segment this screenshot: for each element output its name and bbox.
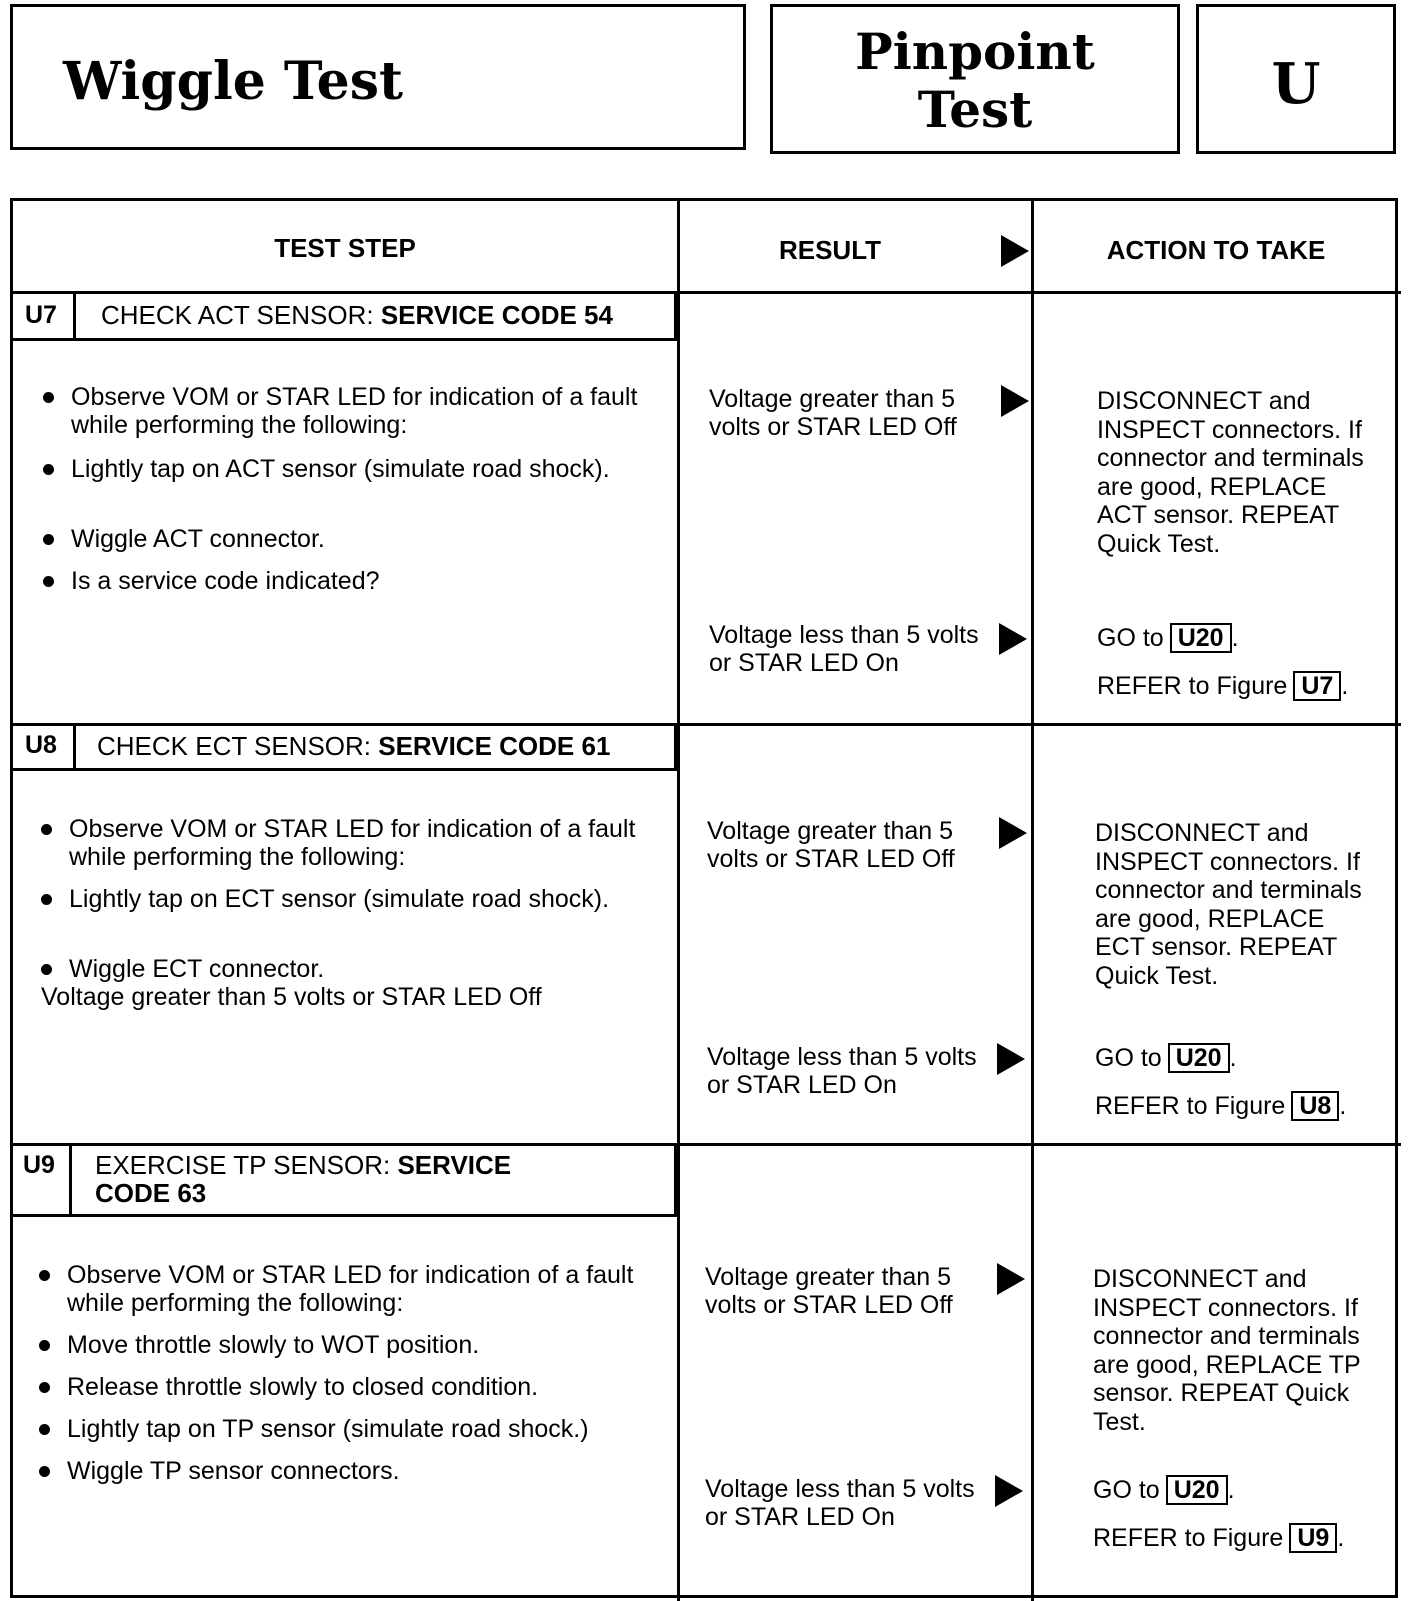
column-header-result: RESULT: [778, 235, 882, 265]
step-bullet: Lightly tap on ACT sensor (simulate road shock).: [41, 455, 641, 483]
header-title-box: [10, 4, 746, 150]
goto-step-ref[interactable]: U20: [1170, 623, 1232, 653]
step-bullet: Observe VOM or STAR LED for indication of a fault while performing the following:: [37, 1261, 637, 1317]
test-table: [10, 198, 1398, 1598]
step-title: [95, 1151, 575, 1207]
result-text: Voltage less than 5 volts or STAR LED On: [705, 1475, 975, 1531]
goto-step-ref[interactable]: U20: [1168, 1043, 1230, 1073]
test-type-line-2: Test: [917, 80, 1033, 139]
refer-instruction: REFER to Figure U9 .: [1093, 1524, 1345, 1552]
step-title-code: SERVICE CODE 54: [380, 300, 613, 330]
goto-step-ref[interactable]: U20: [1166, 1475, 1228, 1505]
refer-label: REFER to Figure: [1095, 1092, 1286, 1120]
header-section-box: [1196, 4, 1396, 154]
figure-ref[interactable]: U8: [1291, 1091, 1339, 1121]
step-title: [97, 732, 610, 760]
goto-label: GO to: [1093, 1476, 1160, 1504]
action-text: DISCONNECT and INSPECT connectors. If connector and terminals are good, REPLACE ECT sensor. REPEAT Quick Test.: [1095, 819, 1362, 990]
column-divider-1: [677, 201, 680, 1601]
action-text: DISCONNECT and INSPECT connectors. If connector and terminals are good, REPLACE ACT sensor. REPEAT Quick Test.: [1097, 387, 1364, 558]
step-id: U9: [23, 1151, 55, 1179]
test-type-title: [773, 23, 1177, 139]
result-text: Voltage less than 5 volts or STAR LED On: [709, 621, 979, 677]
result-text: Voltage greater than 5 volts or STAR LED Off: [709, 385, 957, 441]
result-text: Voltage greater than 5 volts or STAR LED Off: [705, 1263, 953, 1319]
arrow-icon: [997, 1043, 1025, 1075]
step-title-plain: CHECK ECT SENSOR:: [97, 731, 379, 761]
step-bullet: Observe VOM or STAR LED for indication of a fault while performing the following:: [41, 383, 641, 439]
refer-instruction: REFER to Figure U7 .: [1097, 672, 1349, 700]
step-id-divider: [73, 291, 76, 339]
step-bullet: Lightly tap on TP sensor (simulate road shock.): [37, 1415, 637, 1443]
arrow-icon: [1001, 385, 1029, 417]
goto-instruction: GO to U20 .: [1093, 1476, 1235, 1504]
result-text: Voltage greater than 5 volts or STAR LED Off: [707, 817, 955, 873]
step-title: [101, 301, 613, 329]
arrow-icon: [1001, 235, 1029, 267]
step-id-divider: [69, 1143, 72, 1215]
step-id: U8: [25, 731, 57, 759]
column-header-test-step: TEST STEP: [274, 233, 416, 263]
step-bullet: Release throttle slowly to closed condition.: [37, 1373, 637, 1401]
step-bullet: Lightly tap on ECT sensor (simulate road shock).: [39, 885, 639, 913]
goto-label: GO to: [1097, 624, 1164, 652]
action-text: DISCONNECT and INSPECT connectors. If connector and terminals are good, REPLACE TP sensor. REPEAT Quick Test.: [1093, 1265, 1361, 1436]
step-title-code: SERVICE CODE 61: [378, 731, 611, 761]
page-title: Wiggle Test: [63, 51, 404, 112]
arrow-icon: [995, 1475, 1023, 1507]
refer-instruction: REFER to Figure U8 .: [1095, 1092, 1347, 1120]
goto-instruction: GO to U20 .: [1095, 1044, 1237, 1072]
refer-label: REFER to Figure: [1093, 1524, 1284, 1552]
step-title-code: SERVICE CODE 63: [95, 1150, 512, 1208]
step-bullet: Wiggle ACT connector.: [41, 525, 641, 553]
test-type-line-1: Pinpoint: [855, 22, 1095, 81]
figure-ref[interactable]: U9: [1289, 1523, 1337, 1553]
step-bullet: Is a service code indicated?: [41, 567, 641, 595]
figure-ref[interactable]: U7: [1293, 671, 1341, 701]
arrow-icon: [997, 1263, 1025, 1295]
step-title-plain: EXERCISE TP SENSOR:: [95, 1150, 398, 1180]
column-divider-2: [1031, 201, 1034, 1601]
header-test-type-box: [770, 4, 1180, 154]
arrow-icon: [999, 817, 1027, 849]
arrow-icon: [999, 623, 1027, 655]
column-header-action: ACTION TO TAKE: [1106, 235, 1326, 265]
step-note: Voltage greater than 5 volts or STAR LED Off: [41, 983, 542, 1011]
goto-label: GO to: [1095, 1044, 1162, 1072]
step-bullet: Wiggle ECT connector.: [39, 955, 639, 983]
section-letter: U: [1271, 51, 1321, 117]
step-bullet: Move throttle slowly to WOT position.: [37, 1331, 637, 1359]
step-bullet: Observe VOM or STAR LED for indication of a fault while performing the following:: [39, 815, 639, 871]
refer-label: REFER to Figure: [1097, 672, 1288, 700]
step-id-divider: [73, 723, 76, 769]
step-id: U7: [25, 301, 57, 329]
result-text: Voltage less than 5 volts or STAR LED On: [707, 1043, 977, 1099]
step-title-plain: CHECK ACT SENSOR:: [101, 300, 381, 330]
step-bullet: Wiggle TP sensor connectors.: [37, 1457, 637, 1485]
goto-instruction: GO to U20 .: [1097, 624, 1239, 652]
